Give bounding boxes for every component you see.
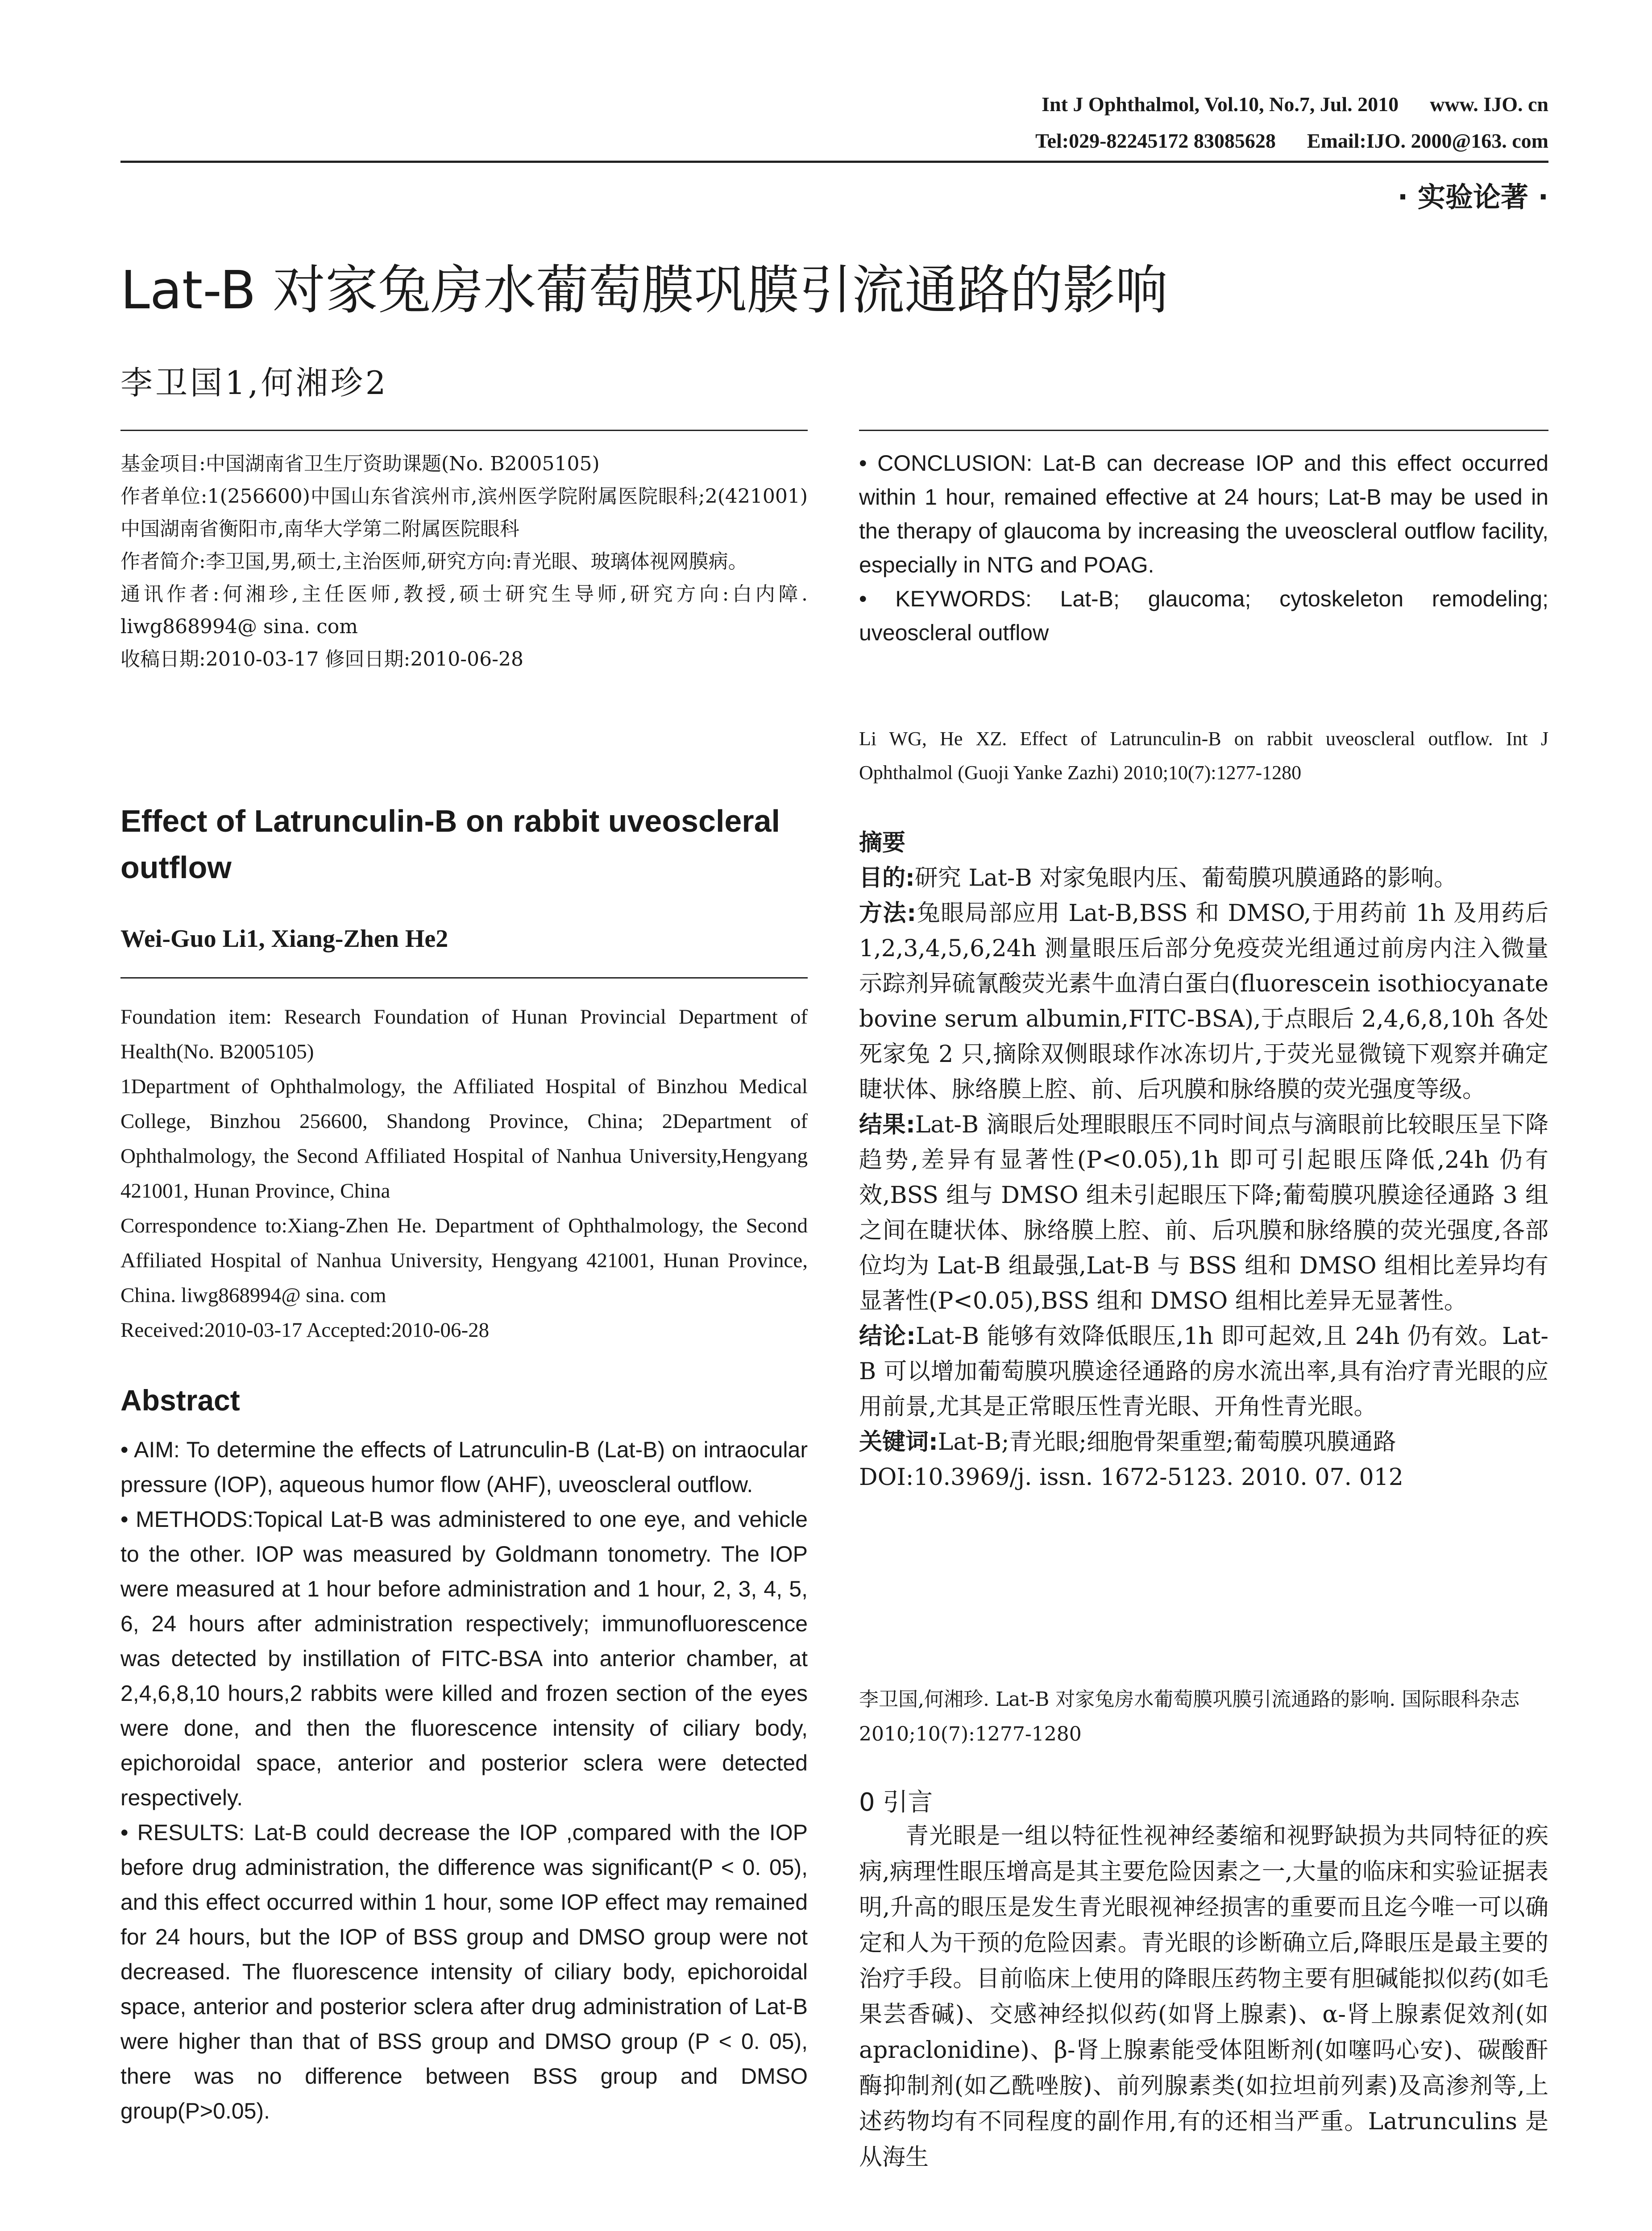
authors-cn: 李卫国1,何湘珍2	[120, 364, 389, 402]
english-authors: Wei-Guo Li1, Xiang-Zhen He2	[120, 925, 448, 953]
english-citation: Li WG, He XZ. Effect of Latrunculin-B on rabbit uveoscleral outflow. Int J Ophthalmol (Guoji Yanke Zazhi) 2010;10(7):1277-1280	[859, 728, 1548, 784]
cn-abstract-heading: 摘要	[859, 829, 906, 856]
abstract-heading: Abstract	[120, 1384, 240, 1417]
left-top-rule	[120, 430, 808, 431]
cn-info-affiliation: 作者单位:1(256600)中国山东省滨州市,滨州医学院附属医院眼科;2(421001)中国湖南省衡阳市,南华大学第二附属医院眼科	[120, 485, 808, 540]
right-top-rule	[859, 430, 1548, 431]
en-info-affiliation: 1Department of Ophthalmology, the Affiliated Hospital of Binzhou Medical College, Binzhou 256600, Shandong Province, China; 2Department of Ophthalmology, the Second Affiliated Hospital of Nanhua University,Hengyang 421001, Hunan Province, China	[120, 1075, 808, 1203]
cn-results-text: Lat-B 滴眼后处理眼眼压不同时间点与滴眼前比较眼压呈下降趋势,差异有显著性(P<0.05),1h 即可引起眼压降低,24h 仍有效,BSS 组与 DMSO 组未引起眼压下降;葡萄膜巩膜途径通路 3 组之间在睫状体、脉络膜上腔、前、后巩膜和脉络膜的荧光强度,各部位均为 Lat-B 组最强,Lat-B 与 BSS 组和 DMSO 组相比差异均有显著性(P<0.05),BSS 组和 DMSO 组相比差异无显著性。	[859, 1111, 1549, 1315]
cn-doi: DOI:10.3969/j. issn. 1672-5123. 2010. 07. 012	[859, 1464, 1403, 1491]
abstract-body	[120, 1432, 808, 2128]
abstract-results: • RESULTS: Lat-B could decrease the IOP ,compared with the IOP before drug administration, the difference was significant(P < 0. 05), and this effect occurred within 1 hour, some IOP effect may remained for 24 hours, but the IOP of BSS group and DMSO group were not decreased. The fluorescence intensity of ciliary body, epichoroidal space, anterior and posterior sclera after drug administration of Lat-B were higher than that of BSS group and DMSO group (P < 0. 05), there was no difference between BSS group and DMSO group(P>0.05).	[120, 1820, 808, 2123]
paper-title: Lat-B 对家兔房水葡萄膜巩膜引流通路的影响	[120, 259, 1168, 321]
cn-conclusion-label: 结论:	[859, 1323, 916, 1350]
cn-aim-text: 研究 Lat-B 对家兔眼内压、葡萄膜巩膜通路的影响。	[914, 865, 1457, 892]
intro-heading: 0 引言	[859, 1788, 933, 1817]
journal-website: www. IJO. cn	[1430, 93, 1548, 116]
cn-conclusion-text: Lat-B 能够有效降低眼压,1h 即可起效,且 24h 仍有效。Lat-B 可以增加葡萄膜巩膜途径通路的房水流出率,具有治疗青光眼的应用前景,尤其是正常眼压性青光眼、开角性青光眼。	[859, 1323, 1548, 1420]
cn-citation-block	[859, 1682, 1548, 1752]
journal-header-line2	[1004, 125, 1548, 157]
cn-info-correspondence: 通讯作者:何湘珍,主任医师,教授,硕士研究生导师,研究方向:白内障. liwg868994@ sina. com	[120, 583, 808, 638]
cn-info-block	[120, 448, 808, 676]
abstract-methods: • METHODS:Topical Lat-B was administered to one eye, and vehicle to the other. IOP was measured by Goldmann tonometry. The IOP were measured at 1 hour before administration and 1 hour, 2, 3, 4, 5, 6, 24 hours after administration respectively; immunofluorescence was detected by instillation of FITC-BSA into anterior chamber, at 2,4,6,8,10 hours,2 rabbits were killed and frozen section of the eyes were done, and then the fluorescence intensity of ciliary body, epichoroidal space, anterior and posterior sclera were detected respectively.	[120, 1507, 808, 1810]
cn-info-funding: 基金项目:中国湖南省卫生厅资助课题(No. B2005105)	[120, 452, 600, 475]
english-citation-block	[859, 722, 1548, 790]
en-info-correspondence: Correspondence to:Xiang-Zhen He. Department of Ophthalmology, the Second Affiliated Hospital of Nanhua University, Hengyang 421001, Hunan Province, China. liwg868994@ sina. com	[120, 1214, 808, 1307]
cn-abstract-block	[859, 825, 1548, 1495]
cn-results-label: 结果:	[859, 1111, 915, 1138]
cn-keywords-text: Lat-B;青光眼;细胞骨架重塑;葡萄膜巩膜通路	[938, 1429, 1396, 1456]
cn-aim-label: 目的:	[859, 865, 915, 892]
en-info-dates: Received:2010-03-17 Accepted:2010-06-28	[120, 1319, 490, 1342]
cn-info-dates: 收稿日期:2010-03-17 修回日期:2010-06-28	[120, 648, 524, 671]
en-info-block	[120, 999, 808, 1348]
journal-email: Email:IJO. 2000@163. com	[1307, 129, 1548, 152]
journal-info: Int J Ophthalmol, Vol.10, No.7, Jul. 2010	[1042, 93, 1399, 116]
journal-tel: Tel:029-82245172 83085628	[1035, 129, 1276, 152]
cn-keywords-label: 关键词:	[859, 1429, 938, 1456]
en-info-rule	[120, 977, 808, 979]
cn-info-bio: 作者简介:李卫国,男,硕士,主治医师,研究方向:青光眼、玻璃体视网膜病。	[120, 550, 748, 573]
en-info-foundation: Foundation item: Research Foundation of Hunan Provincial Department of Health(No. B2005105)	[120, 1005, 808, 1063]
english-title: Effect of Latrunculin-B on rabbit uveoscleral outflow	[120, 804, 780, 885]
section-tag: · 实验论著 ·	[1397, 181, 1548, 213]
abstract-conclusion: • CONCLUSION: Lat-B can decrease IOP and this effect occurred within 1 hour, remained effective at 24 hours; Lat-B may be used in the therapy of glaucoma by increasing the uveoscleral outflow facility, especially in NTG and POAG.	[859, 451, 1548, 577]
intro-paragraph: 青光眼是一组以特征性视神经萎缩和视野缺损为共同特征的疾病,病理性眼压增高是其主要危险因素之一,大量的临床和实验证据表明,升高的眼压是发生青光眼视神经损害的重要而且迄今唯一可以确定和人为干预的危险因素。青光眼的诊断确立后,降眼压是最主要的治疗手段。目前临床上使用的降眼压药物主要有胆碱能拟似药(如毛果芸香碱)、交感神经拟似药(如肾上腺素)、α-肾上腺素促效剂(如 apraclonidine)、β-肾上腺素能受体阻断剂(如噻吗心安)、碳酸酐酶抑制剂(如乙酰唑胺)、前列腺素类(如拉坦前列素)及高渗剂等,上述药物均有不同程度的副作用,有的还相当严重。Latrunculins 是从海生	[859, 1823, 1548, 2171]
abstract-aim: • AIM: To determine the effects of Latrunculin-B (Lat-B) on intraocular pressure (IOP), aqueous humor flow (AHF), uveoscleral outflow.	[120, 1437, 808, 1497]
journal-header-line1	[1010, 88, 1548, 120]
header-rule	[120, 161, 1548, 163]
abstract-keywords: • KEYWORDS: Lat-B; glaucoma; cytoskeleton remodeling; uveoscleral outflow	[859, 586, 1548, 645]
cn-methods-text: 兔眼局部应用 Lat-B,BSS 和 DMSO,于用药前 1h 及用药后 1,2,3,4,5,6,24h 测量眼压后部分免疫荧光组通过前房内注入微量示踪剂异硫氰酸荧光素牛血清白蛋白(fluorescein isothiocyanate bovine serum albumin,FITC-BSA),于点眼后 2,4,6,8,10h 各处死家兔 2 只,摘除双侧眼球作冰冻切片,于荧光显微镜下观察并确定睫状体、脉络膜上腔、前、后巩膜和脉络膜的荧光强度等级。	[859, 900, 1548, 1103]
intro-block	[859, 1818, 1548, 2175]
conclusion-keywords-block	[859, 446, 1548, 650]
cn-methods-label: 方法:	[859, 900, 917, 927]
cn-citation: 李卫国,何湘珍. Lat-B 对家兔房水葡萄膜巩膜引流通路的影响. 国际眼科杂志 2010;10(7):1277-1280	[859, 1688, 1520, 1746]
